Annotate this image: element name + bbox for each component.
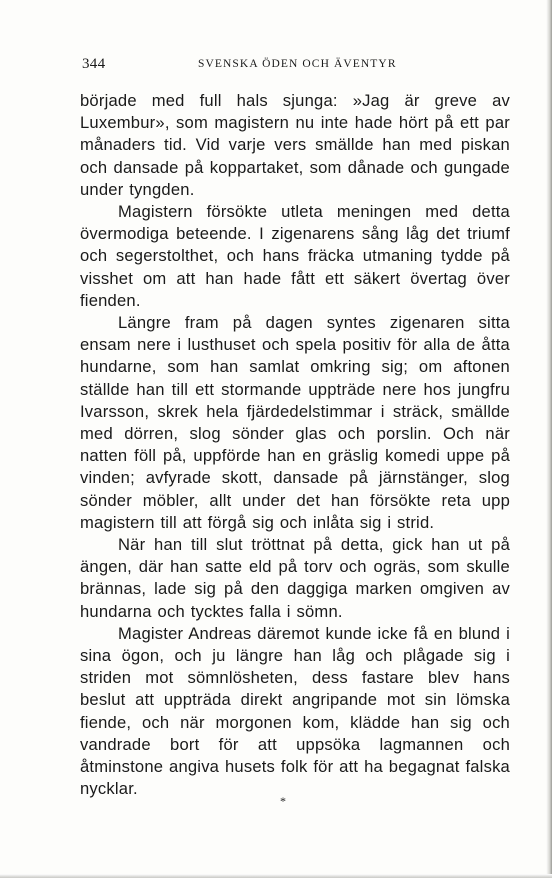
paragraph-1: började med full hals sjunga: »Jag är greve av Luxembur», som magistern nu inte hade hört på ett par månaders tid. Vid varje vers smällde han med piskan och dansade på koppartaket, som dånade och gungade under tyngden. — [80, 91, 510, 199]
section-ornament: * — [280, 794, 286, 808]
page-number: 344 — [82, 56, 106, 72]
paragraph-4: När han till slut tröttnat på detta, gick han ut på ängen, där han satte eld på torv och ogräs, som skulle brännas, lade sig på den daggiga marken omgiven av hundarna och tycktes falla i sömn. — [80, 535, 510, 621]
page-header — [82, 56, 512, 76]
paragraph-3: Längre fram på dagen syntes zigenaren sitta ensam nere i lusthuset och spela positiv för alla de åtta hundarne, som han samlat omkring sig; om aftonen ställde han till ett stormande uppträde nere hos jungfru Ivarsson, skrek hela fjärdedelstimmar i sträck, smällde med dörren, slog sönder glas och porslin. Och när natten föll på, uppförde han en gräslig komedi uppe på vinden; avfyrade skott, dansade på järnstänger, slog sönder möbler, allt under det han försökte reta upp magistern till att förgå sig och inlåta sig i strid. — [80, 313, 510, 532]
page-bottom-edge — [0, 874, 552, 878]
paragraph-2: Magistern försökte utleta meningen med detta övermodiga beteende. I zigenarens sång låg det triumf och segerstolthet, och hans fräcka utmaning tydde på visshet om att han hade fått ett säkert övertag över fienden. — [80, 202, 510, 310]
body-text — [80, 90, 510, 801]
page-edge-shadow — [546, 0, 552, 878]
paragraph-5: Magister Andreas däremot kunde icke få en blund i sina ögon, och ju längre han låg och plågade sig i striden mot sömnlösheten, dess fastare blev hans beslut att uppträda direkt angripande mot sin lömska fiende, och när morgonen kom, klädde han sig och vandrade bort för att uppsöka lagmannen och åtminstone angiva husets folk för att ha begagnat falska nycklar. — [80, 623, 510, 799]
running-title: SVENSKA ÖDEN OCH ÄVENTYR — [198, 58, 397, 70]
